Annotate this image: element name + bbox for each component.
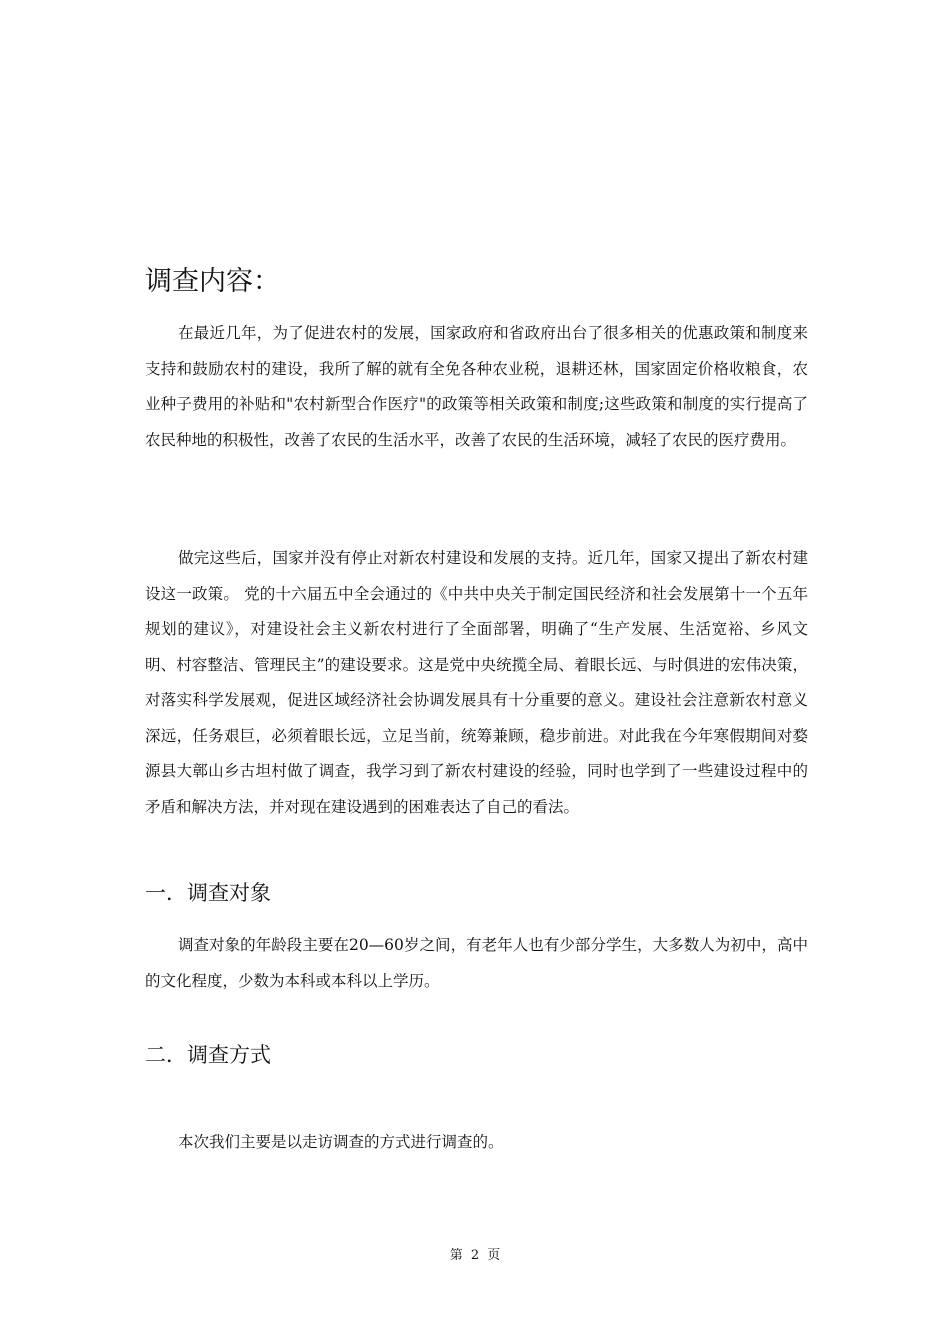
page-title: 调查内容： bbox=[145, 266, 280, 297]
section-heading-survey-subjects: 一．调查对象 bbox=[145, 881, 271, 905]
paragraph: 做完这些后，国家并没有停止对新农村建设和发展的支持。近几年，国家又提出了新农村建设这一政策。 党的十六届五中全会通过的《中共中央关于制定国民经济和社会发展第十一个五年规划的建议》，对建设社会主义新农村进行了全面部署，明确了“生产发展、生活宽裕、乡风文明、村容整洁、管理民主”的建设要求。这是党中央统揽全局、着眼长远、与时俱进的宏伟决策，对落实科学发展观，促进区域经济社会协调发展具有十分重要的意义。建设社会注意新农村意义深远，任务艰巨，必须着眼长远，立足当前，统筹兼顾，稳步前进。对此我在今年寒假期间对婺源县大鄣山乡古坦村做了调查，我学习到了新农村建设的经验，同时也学到了一些建设过程中的矛盾和解决方法，并对现在建设遇到的困难表达了自己的看法。 bbox=[145, 549, 808, 816]
page-number-footer: 第 2 页 bbox=[449, 1248, 501, 1263]
section-heading-survey-method: 二．调查方式 bbox=[145, 1043, 271, 1067]
section-text-survey-method: 本次我们主要是以走访调查的方式进行调查的。 bbox=[178, 1133, 504, 1151]
paragraph: 在最近几年，为了促进农村的发展，国家政府和省政府出台了很多相关的优惠政策和制度来支持和鼓励农村的建设，我所了解的就有全免各种农业税，退耕还林，国家固定价格收粮食，农业种子费用的补贴和"农村新型合作医疗"的政策等相关政策和制度;这些政策和制度的实行提高了农民种地的积极性，改善了农民的生活水平，改善了农民的生活环境，减轻了农民的医疗费用。 bbox=[145, 324, 808, 449]
section-text-survey-subjects: 调查对象的年龄段主要在20—60岁之间，有老年人也有少部分学生，大多数人为初中，高中的文化程度，少数为本科或本科以上学历。 bbox=[145, 936, 808, 990]
